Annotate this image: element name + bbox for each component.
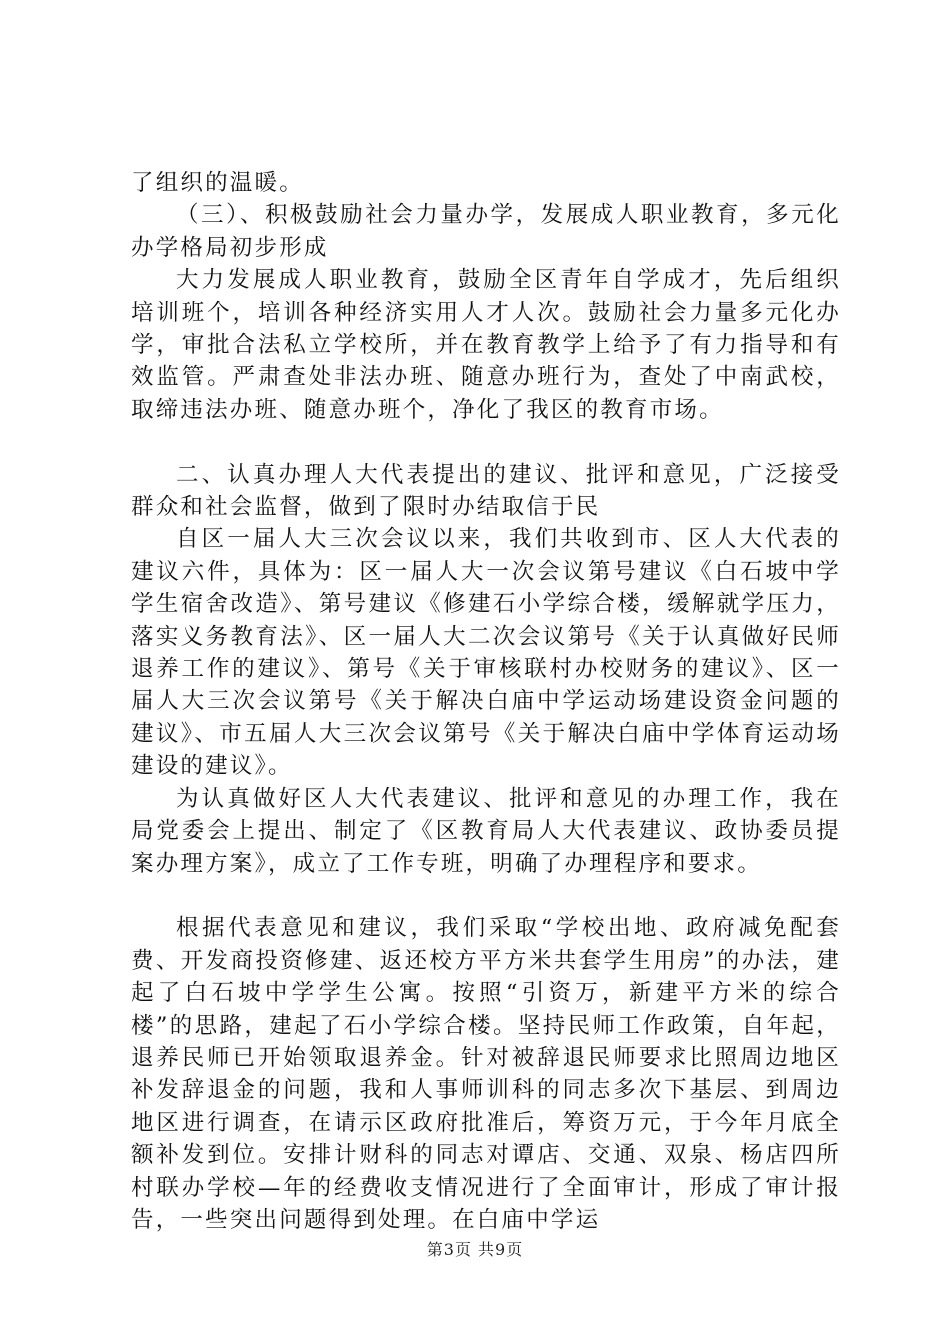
paragraph-continuation: 了组织的温暖。 (131, 170, 304, 196)
document-body (131, 167, 841, 1236)
page-number-footer: 第3页 共9页 (426, 1240, 524, 1259)
paragraph-spacer (131, 880, 841, 912)
paragraph-implementation: 根据代表意见和建议，我们采取“学校出地、政府减免配套费、开发商投资修建、返还校方平方米共套学生用房”的办法，建起了白石坡中学学生公寓。按照“引资万，新建平方米的综合楼”的思路，建起了石小学综合楼。坚持民师工作政策，自年起，退养民师已开始领取退养金。针对被辞退民师要求比照周边地区补发辞退金的问题，我和人事师训科的同志多次下基层、到周边地区进行调查，在请示区政府批准后，筹资万元，于今年月底全额补发到位。安排计财科的同志对谭店、交通、双泉、杨店四所村联办学校—年的经费收支情况进行了全面审计，形成了审计报告，一些突出问题得到处理。在白庙中学运 (131, 915, 841, 1233)
paragraph-adult-education: 大力发展成人职业教育，鼓励全区青年自学成才，先后组织培训班个，培训各种经济实用人才人次。鼓励社会力量多元化办学，审批合法私立学校所，并在教育教学上给予了有力指导和有效监管。严肃查处非法办班、随意办班行为，查处了中南武校，取缔违法办班、随意办班个，净化了我区的教育市场。 (131, 267, 841, 423)
paragraph-spacer (131, 426, 841, 458)
section-heading-2: 二、认真办理人大代表提出的建议、批评和意见，广泛接受群众和社会监督，做到了限时办结取信于民 (131, 461, 841, 521)
paragraph-handling-plan: 为认真做好区人大代表建议、批评和意见的办理工作，我在局党委会上提出、制定了《区教育局人大代表建议、政协委员提案办理方案》，成立了工作专班，明确了办理程序和要求。 (131, 785, 841, 877)
section-heading-3: （三）、积极鼓励社会力量办学，发展成人职业教育，多元化办学格局初步形成 (131, 202, 841, 261)
paragraph-suggestions-received: 自区一届人大三次会议以来，我们共收到市、区人大代表的建议六件，具体为：区一届人大一次会议第号建议《白石坡中学学生宿舍改造》、第号建议《修建石小学综合楼，缓解就学压力，落实义务教育法》、区一届人大二次会议第号《关于认真做好民师退养工作的建议》、第号《关于审核联村办校财务的建议》、区一届人大三次会议第号《关于解决白庙中学运动场建设资金问题的建议》、市五届人大三次会议第号《关于解决白庙中学体育运动场建设的建议》。 (131, 526, 841, 780)
